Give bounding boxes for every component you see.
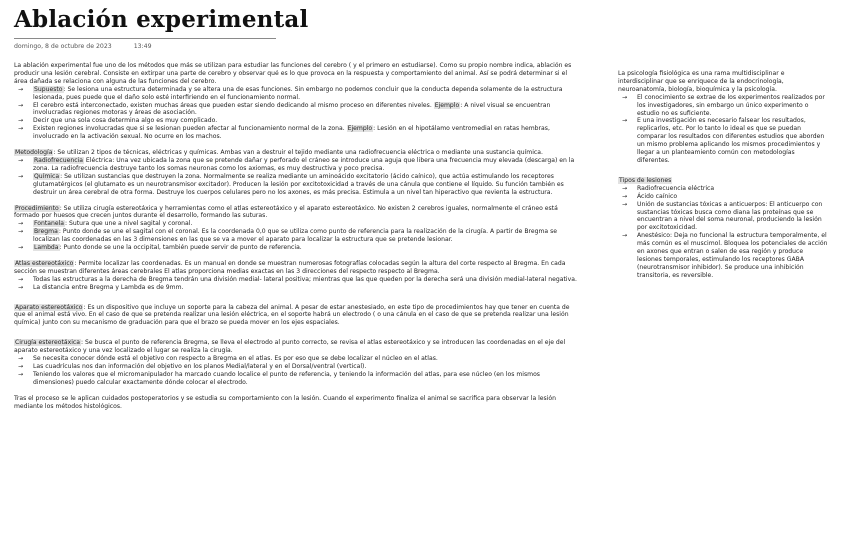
list-item: → Bregma: Punto donde se une el sagital con el coronal. Es la coordenada 0,0 que se utiliza como punto de referencia para la realización de la cirugía. A partir de Bregma se localizan las coordenadas en las 3 dimensiones en las que se va a mover el aparato para localizar la estructura que se pretende lesionar. xyxy=(18,228,558,244)
list-item: → Todas las estructuras a la derecha de Bregma tendrán una división medial- lateral positiva; mientras que las que queden por la derecha será una división medial-lateral negativa. xyxy=(18,275,577,283)
page-title: Ablación experimental xyxy=(14,6,309,33)
list-item: → Lambda: Punto donde se une la occipital, también puede servir de punto de referencia. xyxy=(18,244,302,252)
list-item: → El cerebro está interconectado, existen muchas áreas que pueden estar siendo dedicando al mismo proceso en diferentes niveles. Ejemplo: A nivel visual se encuentran involucradas regiones motoras y áreas de asociación. xyxy=(18,101,551,117)
page-date-line xyxy=(14,43,172,50)
metodologia-paragraph: Metodología: Se utilizan 2 tipos de técnicas, eléctricas y químicas. Ambas van a destruir el tejido mediante una radiofrecuencia eléctrica o mediante una sustancia química. xyxy=(15,149,543,157)
list-item: → Radiofrecuencia eléctrica xyxy=(622,184,715,192)
arrow-icon: → xyxy=(622,184,628,192)
title-divider xyxy=(14,38,276,39)
cirugia-paragraph: Cirugía estereotáxica: Se busca el punto de referencia Bregma, se lleva el electrodo al punto correcto, se revisa el atlas estereotáxico y se introducen las coordenadas en el eje del aparato estereotáxico y una vez localizado el lugar se realiza la cirugía. xyxy=(14,339,566,355)
list-item: → Radiofrecuencia Eléctrica: Una vez ubicada la zona que se pretende dañar y perforado el cráneo se introduce una aguja que libera una frecuencia muy elevada (descarga) en la zona. La radiofrecuencia destruye tanto los somas neuronas como los axiomas, es muy destructiva y poco precisa. xyxy=(18,156,575,172)
atlas-paragraph: Atlas estereotáxico: Permite localizar las coordenadas. Es un manual en donde se muestran numerosas fotografías colocadas según la altura del corte respecto al Bregma. En cada sección se muestran diferentes áreas cerebrales El atlas proporciona medias exactas en las 3 direcciones del respecto respecto al Bregma. xyxy=(14,259,566,275)
list-item: → Anestésico: Deja no funcional la estructura temporalmente, el más común es el muscimol. Bloquea los potenciales de acción en axones que entran o salen de esa región y produce lesiones temporales, estimulando los receptores GABA (neurotransmisor inhibidor). Se produce una inhibición transitoria, es reversible. xyxy=(622,232,828,279)
side-intro-paragraph: La psicología fisiológica es una rama multidisciplinar e interdisciplinar que se enriquece de la endocrinología, neuroanatomía, biología, bioquímica y la psicología. xyxy=(618,70,785,93)
list-item: → Química: Se utilizan sustancias que destruyen la zona. Normalmente se realiza mediante un aminoácido excitatorio (ácido caínico), que actúa estimulando los receptores glutamatérgicos (el glutamato es un neurotransmisor excitador). Producen la lesión por excitotoxicidad a través de una cánula que contiene el líquido. Su función también es destruir un área cerebral de otra forma. Destruye los cuerpos celulares pero no los axones, es más precisa. Estimula a un nivel tan hiperactivo que revienta la estructura. xyxy=(18,172,564,196)
list-item: → Decir que una sola cosa determina algo es muy complicado. xyxy=(18,117,218,125)
arrow-icon: → xyxy=(18,156,24,164)
arrow-icon: → xyxy=(18,228,24,236)
final-paragraph: Tras el proceso se le aplican cuidados postoperatorios y se estudia su comportamiento con la lesión. Cuando el experimento finaliza el animal se sacrifica para observar la lesión mediante los métodos histológicos. xyxy=(14,394,557,410)
arrow-icon: → xyxy=(18,101,24,109)
page-date: domingo, 8 de octubre de 2023 xyxy=(14,43,112,50)
aparato-paragraph: Aparato estereotáxico: Es un dispositivo que incluye un soporte para la cabeza del animal. A pesar de estar anestesiado, en este tipo de procedimientos hay que tener en cuenta de que el animal está vivo. En el caso de que se pretenda realizar una lesión eléctrica, en el soporte habrá un electrodo ( o una cánula en el caso de que se pretenda realizar una lesión química) junto con su mecanismo de graduación para que el brazo se pueda mover en los ejes espaciales. xyxy=(14,303,570,327)
list-item: → Las cuadrículas nos dan información del objetivo en los planos Medial/lateral y en el Dorsal/ventral (vertical). xyxy=(18,363,367,370)
arrow-icon: → xyxy=(622,192,628,200)
list-item: → Supuesto: Se lesiona una estructura determinada y se altera una de esas funciones. Sin embargo no podemos concluir que la conducta dependa solamente de la estructura lesionada, pues puede que el daño solo esté interfiriendo en el funcionamiento normal. xyxy=(18,85,563,101)
list-item: → La distancia entre Bregma y Lambda es de 9mm. xyxy=(18,283,184,291)
arrow-icon: → xyxy=(18,275,24,283)
arrow-icon: → xyxy=(18,85,24,93)
list-item: → Teniendo los valores que el micromanipulador ha marcado cuando localice el punto de referencia, y teniendo la información del atlas, para ese núcleo (en los mismos dimensiones) puedo calcular exactamente dónde colocar el electrodo. xyxy=(18,370,540,386)
list-item: → Existen regiones involucradas que si se lesionan pueden afectar al funcionamiento normal de la zona. Ejemplo: Lesión en el hipotálamo ventromedial en ratas hembras, involucrado en la activación sexual. No ocurre en los machos. xyxy=(18,125,550,141)
tipos-heading: Tipos de lesiones xyxy=(619,176,672,184)
arrow-icon: → xyxy=(18,125,24,133)
list-item: → El conocimiento se extrae de los experimentos realizados por los investigadores, sin embargo un único experimento o estudio no es suficiente. xyxy=(622,93,825,117)
arrow-icon: → xyxy=(18,117,24,125)
arrow-icon: → xyxy=(18,220,24,228)
arrow-icon: → xyxy=(18,244,24,252)
list-item: → Se necesita conocer dónde está el objetivo con respecto a Bregma en el atlas. Es por eso que se debe localizar el núcleo en el atlas. xyxy=(18,355,438,363)
list-item: → Fontanela: Sutura que une a nivel sagital y coronal. xyxy=(18,220,193,228)
arrow-icon: → xyxy=(622,117,628,125)
arrow-icon: → xyxy=(18,355,24,363)
arrow-icon: → xyxy=(622,232,628,240)
list-item: → Ácido caínico xyxy=(622,192,678,200)
side-note-container[interactable] xyxy=(618,70,828,280)
list-item: → Unión de sustancias tóxicas a anticuerpos: El anticuerpo con sustancias tóxicas busca como diana las proteínas que se encuentran a nivel del soma neuronal, produciendo la lesión por excitotoxicidad. xyxy=(622,200,823,232)
list-item: → E una investigación es necesario falsear los resultados, replicarlos, etc. Por lo tanto lo ideal es que se puedan comparar los resultados con diferentes estudios que aborden un mismo problema aplicando los mismos procedimientos y llegar a un planteamiento común con metodologías diferentes. xyxy=(622,117,825,164)
intro-paragraph: La ablación experimental fue uno de los métodos que más se utilizan para estudiar las funciones del cerebro ( y el primero en estudiarse). Como su propio nombre indica, ablación es producir una lesión cerebral. Consiste en extirpar una parte de cerebro y observar qué es lo que provoca en la respuesta y comportamiento del animal. Así se podrá determinar si el área dañada se relaciona con alguna de las funciones del cerebro. xyxy=(14,62,572,85)
arrow-icon: → xyxy=(18,370,24,378)
arrow-icon: → xyxy=(18,283,24,291)
arrow-icon: → xyxy=(18,363,24,370)
arrow-icon: → xyxy=(622,200,628,208)
main-note-container[interactable] xyxy=(14,62,582,411)
procedimiento-paragraph: Procedimiento: Se utiliza cirugía estereotáxica y herramientas como el atlas estereotáxico y el aparato estereotáxico. No existen 2 cerebros iguales, normalmente el cráneo está formado por huesos que crecen juntos durante el desarrollo, formando las suturas. xyxy=(14,204,558,220)
arrow-icon: → xyxy=(18,172,24,180)
page-time: 13:49 xyxy=(133,43,152,50)
arrow-icon: → xyxy=(622,93,628,101)
